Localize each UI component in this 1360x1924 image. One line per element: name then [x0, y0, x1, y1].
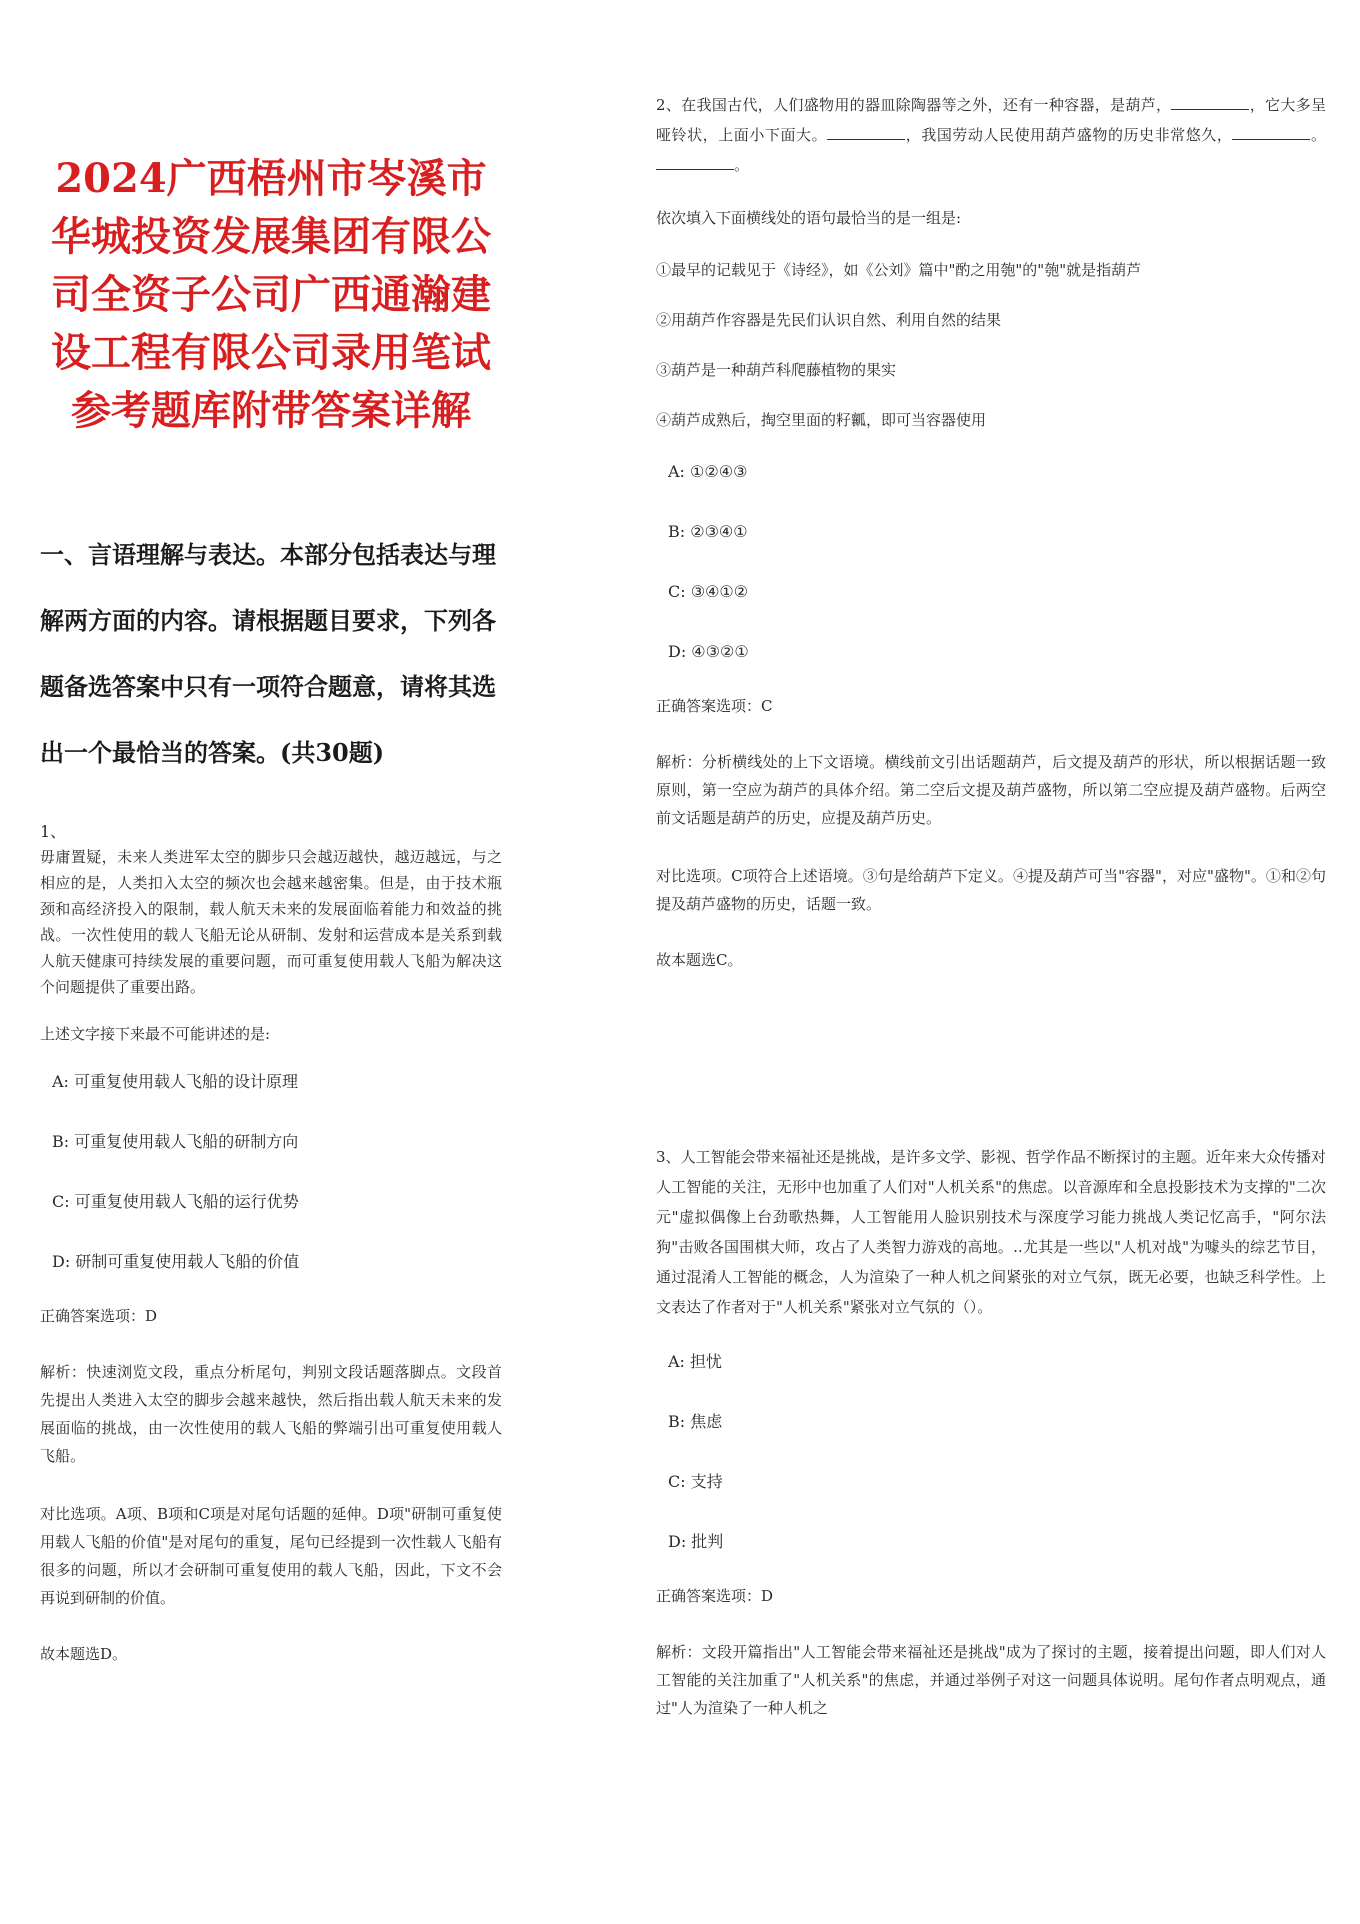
question-2-passage [656, 90, 1326, 180]
question-2-statement-2: ②用葫芦作容器是先民们认识自然、利用自然的结果 [656, 311, 1002, 329]
question-1-explanation: 解析：快速浏览文段，重点分析尾句，判别文段话题落脚点。文段首先提出人类进入太空的脚步会越来越快，然后指出载人航天未来的发展面临的挑战，由一次性使用的载人飞船的弊端引出可重复使用载人飞船。 [40, 1363, 502, 1465]
question-2-answer: 正确答案选项：C [656, 697, 773, 715]
question-1-passage: 毋庸置疑，未来人类进军太空的脚步只会越迈越快，越迈越远，与之相应的是，人类扣入太空的频次也会越来越密集。但是，由于技术瓶颈和高经济投入的限制，载人航天未来的发展面临着能力和效益的挑战。一次性使用的载人飞船无论从研制、发射和运营成本是关系到载人航天健康可持续发展的重要问题，而可重复使用载人飞船为解决这个问题提供了重要出路。 [40, 848, 502, 996]
question-1-option-a: A: 可重复使用载人飞船的设计原理 [52, 1072, 299, 1091]
question-3-option-a: A: 担忧 [668, 1352, 723, 1371]
question-1-comparison: 对比选项。A项、B项和C项是对尾句话题的延伸。D项"研制可重复使用载人飞船的价值"是对尾句的重复，尾句已经提到一次性载人飞船有很多的问题，所以才会研制可重复使用的载人飞船，因此，下文不会再说到研制的价值。 [40, 1505, 502, 1607]
question-2-explanation: 解析：分析横线处的上下文语境。横线前文引出话题葫芦，后文提及葫芦的形状，所以根据话题一致原则，第一空应为葫芦的具体介绍。第二空后文提及葫芦盛物，所以第二空应提及葫芦盛物。后两空前文话题是葫芦的历史，应提及葫芦历史。 [656, 753, 1326, 827]
question-1-conclusion: 故本题选D。 [40, 1645, 128, 1663]
question-2-blank-3 [1232, 125, 1310, 140]
question-3-option-b: B: 焦虑 [668, 1412, 723, 1431]
question-2-conclusion: 故本题选C。 [656, 951, 743, 969]
right-column [656, 90, 1326, 1722]
question-3-option-d: D: 批判 [668, 1532, 724, 1551]
question-3-answer: 正确答案选项：D [656, 1587, 774, 1605]
question-2-blank-1 [1171, 95, 1249, 110]
question-2-comparison: 对比选项。C项符合上述语境。③句是给葫芦下定义。④提及葫芦可当"容器"，对应"盛物"。①和②句提及葫芦盛物的历史，话题一致。 [656, 867, 1326, 913]
question-3-explanation: 解析：文段开篇指出"人工智能会带来福祉还是挑战"成为了探讨的主题，接着提出问题，即人们对人工智能的关注加重了"人机关系"的焦虑，并通过举例子对这一问题具体说明。尾句作者点明观点，通过"人为渲染了一种人机之 [656, 1643, 1326, 1717]
question-2-option-d: D: ④③②① [668, 642, 749, 661]
question-2-text-dot: 。 [1310, 126, 1326, 144]
question-2-prompt: 依次填入下面横线处的语句最恰当的是一组是: [656, 209, 962, 227]
question-1-option-b: B: 可重复使用载人飞船的研制方向 [52, 1132, 299, 1151]
question-1-number: 1、 [40, 822, 67, 841]
question-2-text-part1: 2、在我国古代，人们盛物用的器皿除陶器等之外，还有一种容器，是葫芦， [656, 96, 1172, 114]
document-title: 2024广西梧州市岑溪市华城投资发展集团有限公司全资子公司广西通瀚建设工程有限公司录用笔试参考题库附带答案详解 [51, 155, 491, 434]
question-2-text-end: 。 [734, 156, 750, 174]
question-1-option-c: C: 可重复使用载人飞船的运行优势 [52, 1192, 299, 1211]
question-2-text-part2: ，它大多呈哑铃状，上面小下面大。 [656, 96, 1326, 144]
question-2-option-b: B: ②③④① [668, 522, 748, 541]
question-3-passage: 3、人工智能会带来福祉还是挑战，是许多文学、影视、哲学作品不断探讨的主题。近年来大众传播对人工智能的关注，无形中也加重了人们对"人机关系"的焦虑。以音源库和全息投影技术为支撑的"二次元"虚拟偶像上台劲歌热舞，人工智能用人脸识别技术与深度学习能力挑战人类记忆高手，"阿尔法狗"击败各国围棋大师，攻占了人类智力游戏的高地。..尤其是一些以"人机对战"为噱头的综艺节目，通过混淆人工智能的概念，人为渲染了一种人机之间紧张的对立气氛，既无必要，也缺乏科学性。上文表达了作者对于"人机关系"紧张对立气氛的（）。 [656, 1148, 1326, 1316]
question-1-prompt: 上述文字接下来最不可能讲述的是: [40, 1025, 271, 1043]
question-2-blank-4 [656, 155, 734, 170]
left-column [40, 150, 502, 1666]
question-2-blank-2 [827, 125, 905, 140]
question-2-statement-4: ④葫芦成熟后，掏空里面的籽瓤，即可当容器使用 [656, 411, 987, 429]
question-2-text-part3: ，我国劳动人民使用葫芦盛物的历史非常悠久， [905, 126, 1233, 144]
section-heading: 一、言语理解与表达。本部分包括表达与理解两方面的内容。请根据题目要求，下列各题备选答案中只有一项符合题意，请将其选出一个最恰当的答案。(共30题) [40, 540, 496, 767]
question-1-answer: 正确答案选项：D [40, 1307, 158, 1325]
question-2-statement-3: ③葫芦是一种葫芦科爬藤植物的果实 [656, 361, 897, 379]
question-1-option-d: D: 研制可重复使用载人飞船的价值 [52, 1252, 300, 1271]
question-2-statement-1: ①最早的记载见于《诗经》，如《公刘》篇中"酌之用匏"的"匏"就是指葫芦 [656, 261, 1142, 279]
question-2-option-a: A: ①②④③ [668, 462, 748, 481]
question-3-option-c: C: 支持 [668, 1472, 723, 1491]
question-2-option-c: C: ③④①② [668, 582, 749, 601]
